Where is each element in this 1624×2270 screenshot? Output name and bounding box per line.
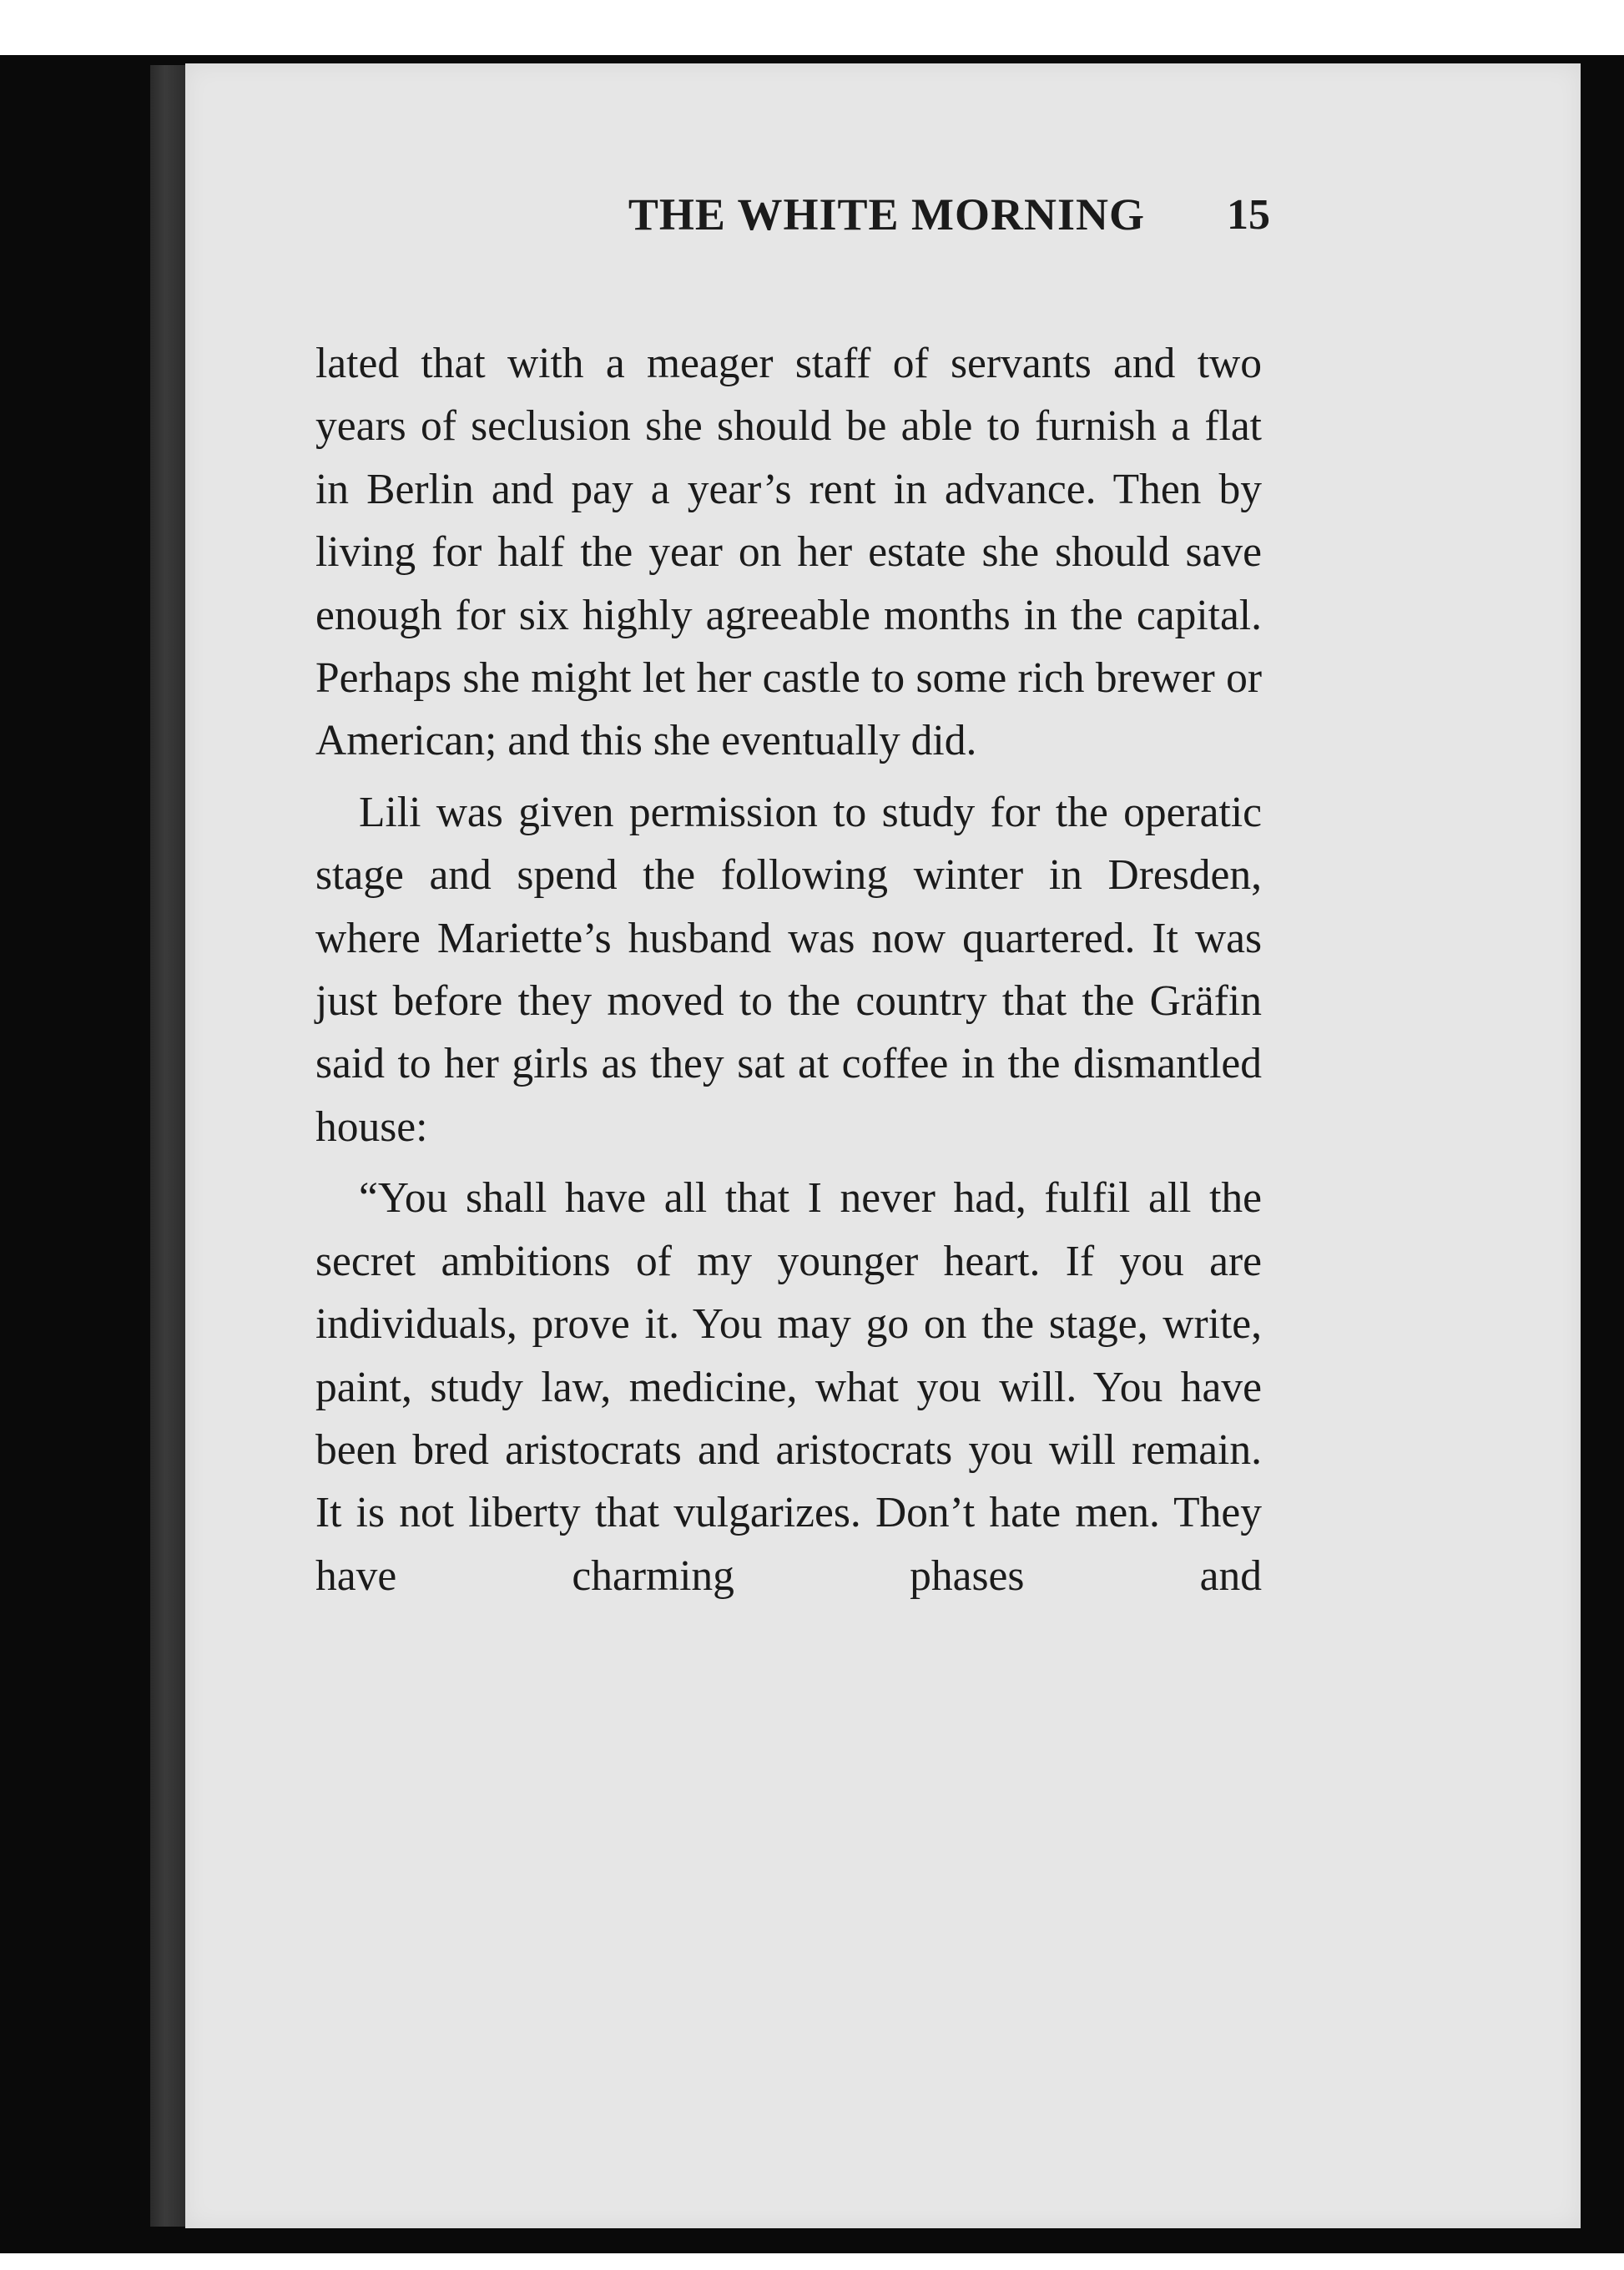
running-head-title: THE WHITE MORNING <box>628 189 1145 240</box>
page-number: 15 <box>1227 191 1270 239</box>
paragraph: “You shall have all that I never had, fulfil all the secret ambitions of my younger heart. If you are individuals, prove it. You may go on the stage, write, paint, study law, medicine, what you will. You have been bred aristocrats and aristocrats you will remain. It is not liberty that vulgarizes. Don’t hate men. They have charming phases and <box>315 1174 1262 1600</box>
book-binding-edge <box>150 65 187 2227</box>
body-text <box>315 332 1262 1607</box>
running-head <box>275 189 1270 255</box>
paragraph: Lili was given permission to study for the operatic stage and spend the following winter in Dresden, where Mariette’s husband was now quartered. It was just before they moved to the country that the Gräfin said to her girls as they sat at coffee in the dismantled house: <box>315 788 1262 1151</box>
paragraph: lated that with a meager staff of servants and two years of seclusion she should be able to furnish a flat in Berlin and pay a year’s rent in advance. Then by living for half the year on her estate she should save enough for six highly agreeable months in the capital. Perhaps she might let her castle to some rich brewer or American; and this she eventually did. <box>315 340 1262 765</box>
